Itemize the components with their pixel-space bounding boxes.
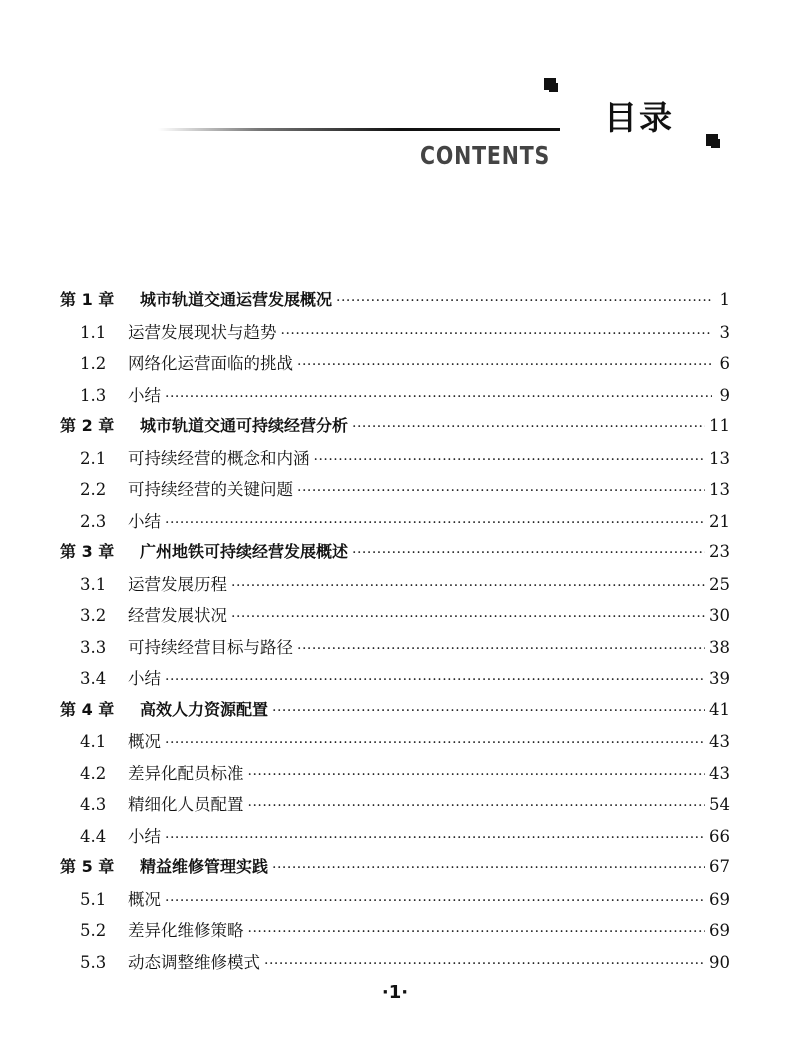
entry-page: 1 xyxy=(719,290,730,309)
entry-number: 第 1 章 xyxy=(60,290,115,309)
entry-number: 2.3 xyxy=(80,511,107,531)
dot-leader xyxy=(281,326,713,342)
dot-leader xyxy=(314,452,706,468)
toc-chapter-entry[interactable] xyxy=(60,697,730,729)
entry-title: 小结 xyxy=(128,669,161,688)
dot-leader xyxy=(248,767,706,783)
entry-number: 2.1 xyxy=(80,448,107,468)
entry-page: 90 xyxy=(709,952,730,972)
entry-title: 概况 xyxy=(128,889,161,909)
dot-leader xyxy=(165,515,705,531)
entry-title: 可持续经营目标与路径 xyxy=(128,637,293,657)
entry-title: 小结 xyxy=(128,385,161,405)
dot-leader xyxy=(297,357,712,373)
page-title: 目录 xyxy=(604,98,674,137)
entry-title: 动态调整维修模式 xyxy=(128,952,260,972)
entry-number: 4.3 xyxy=(80,795,107,814)
toc-section-entry[interactable] xyxy=(60,571,730,603)
entry-number: 1.2 xyxy=(80,354,107,373)
entry-title: 差异化维修策略 xyxy=(128,921,244,940)
toc-section-entry[interactable] xyxy=(60,508,730,540)
entry-number: 3.1 xyxy=(80,574,107,594)
entry-title: 网络化运营面临的挑战 xyxy=(128,354,293,373)
dot-leader xyxy=(297,641,705,657)
entry-number: 1.3 xyxy=(80,385,107,405)
entry-page: 66 xyxy=(709,826,730,846)
entry-page: 67 xyxy=(709,857,730,876)
toc-section-entry[interactable] xyxy=(60,917,730,949)
entry-page: 9 xyxy=(719,385,730,405)
entry-page: 13 xyxy=(709,480,730,499)
entry-number: 第 2 章 xyxy=(60,416,115,435)
dot-leader xyxy=(352,419,705,435)
entry-page: 13 xyxy=(709,448,730,468)
entry-number: 1.1 xyxy=(80,322,107,342)
dot-leader xyxy=(165,389,712,405)
dot-leader xyxy=(165,672,705,688)
decorative-square-icon xyxy=(706,134,718,146)
table-of-contents xyxy=(60,287,730,980)
entry-title: 运营发展现状与趋势 xyxy=(128,322,277,342)
toc-chapter-entry[interactable] xyxy=(60,413,730,445)
dot-leader xyxy=(264,956,705,972)
entry-page: 38 xyxy=(709,637,730,657)
entry-title: 概况 xyxy=(128,732,161,751)
entry-page: 23 xyxy=(709,542,730,561)
toc-section-entry[interactable] xyxy=(60,350,730,382)
entry-title: 精细化人员配置 xyxy=(128,795,244,814)
toc-section-entry[interactable] xyxy=(60,319,730,351)
entry-title: 高效人力资源配置 xyxy=(140,699,269,719)
entry-number: 4.4 xyxy=(80,826,107,846)
entry-page: 69 xyxy=(709,889,730,909)
entry-title: 小结 xyxy=(128,511,161,531)
entry-title: 运营发展历程 xyxy=(128,574,227,594)
entry-page: 39 xyxy=(709,669,730,688)
entry-title: 经营发展状况 xyxy=(128,606,227,625)
entry-title: 广州地铁可持续经营发展概述 xyxy=(140,542,349,561)
dot-leader xyxy=(336,293,712,309)
entry-page: 43 xyxy=(709,763,730,783)
entry-page: 11 xyxy=(709,416,730,435)
entry-number: 第 5 章 xyxy=(60,857,115,876)
entry-title: 可持续经营的关键问题 xyxy=(128,480,293,499)
dot-leader xyxy=(165,735,705,751)
toc-section-entry[interactable] xyxy=(60,949,730,981)
toc-section-entry[interactable] xyxy=(60,791,730,823)
entry-number: 5.3 xyxy=(80,952,107,972)
header-rule xyxy=(158,128,560,131)
toc-section-entry[interactable] xyxy=(60,728,730,760)
entry-title: 可持续经营的概念和内涵 xyxy=(128,448,310,468)
entry-number: 5.2 xyxy=(80,921,107,940)
entry-number: 4.2 xyxy=(80,763,107,783)
entry-number: 第 4 章 xyxy=(60,699,115,719)
entry-number: 4.1 xyxy=(80,732,107,751)
entry-page: 30 xyxy=(709,606,730,625)
toc-section-entry[interactable] xyxy=(60,634,730,666)
dot-leader xyxy=(231,578,705,594)
toc-section-entry[interactable] xyxy=(60,665,730,697)
dot-leader xyxy=(248,924,706,940)
toc-section-entry[interactable] xyxy=(60,886,730,918)
toc-chapter-entry[interactable] xyxy=(60,287,730,319)
toc-chapter-entry[interactable] xyxy=(60,854,730,886)
entry-page: 21 xyxy=(709,511,730,531)
entry-page: 3 xyxy=(719,322,730,342)
toc-section-entry[interactable] xyxy=(60,760,730,792)
entry-number: 第 3 章 xyxy=(60,542,115,561)
entry-number: 3.2 xyxy=(80,606,107,625)
page-subtitle: CONTENTS xyxy=(420,141,551,170)
entry-page: 43 xyxy=(709,732,730,751)
entry-page: 41 xyxy=(709,699,730,719)
toc-section-entry[interactable] xyxy=(60,445,730,477)
toc-section-entry[interactable] xyxy=(60,823,730,855)
entry-title: 精益维修管理实践 xyxy=(140,857,269,876)
toc-section-entry[interactable] xyxy=(60,476,730,508)
entry-title: 城市轨道交通可持续经营分析 xyxy=(140,416,349,435)
entry-page: 6 xyxy=(719,354,730,373)
entry-number: 2.2 xyxy=(80,480,107,499)
page-number: ·1· xyxy=(381,982,409,1003)
toc-section-entry[interactable] xyxy=(60,382,730,414)
dot-leader xyxy=(272,703,705,719)
dot-leader xyxy=(165,830,705,846)
decorative-square-icon xyxy=(544,78,556,90)
dot-leader xyxy=(352,545,705,561)
dot-leader xyxy=(165,893,705,909)
entry-title: 小结 xyxy=(128,826,161,846)
entry-number: 5.1 xyxy=(80,889,107,909)
entry-page: 25 xyxy=(709,574,730,594)
dot-leader xyxy=(272,860,705,876)
entry-title: 城市轨道交通运营发展概况 xyxy=(140,290,333,309)
toc-chapter-entry[interactable] xyxy=(60,539,730,571)
dot-leader xyxy=(297,483,705,499)
entry-title: 差异化配员标准 xyxy=(128,763,244,783)
entry-page: 69 xyxy=(709,921,730,940)
toc-section-entry[interactable] xyxy=(60,602,730,634)
entry-number: 3.4 xyxy=(80,669,107,688)
dot-leader xyxy=(231,609,705,625)
dot-leader xyxy=(248,798,706,814)
entry-page: 54 xyxy=(709,795,730,814)
entry-number: 3.3 xyxy=(80,637,107,657)
